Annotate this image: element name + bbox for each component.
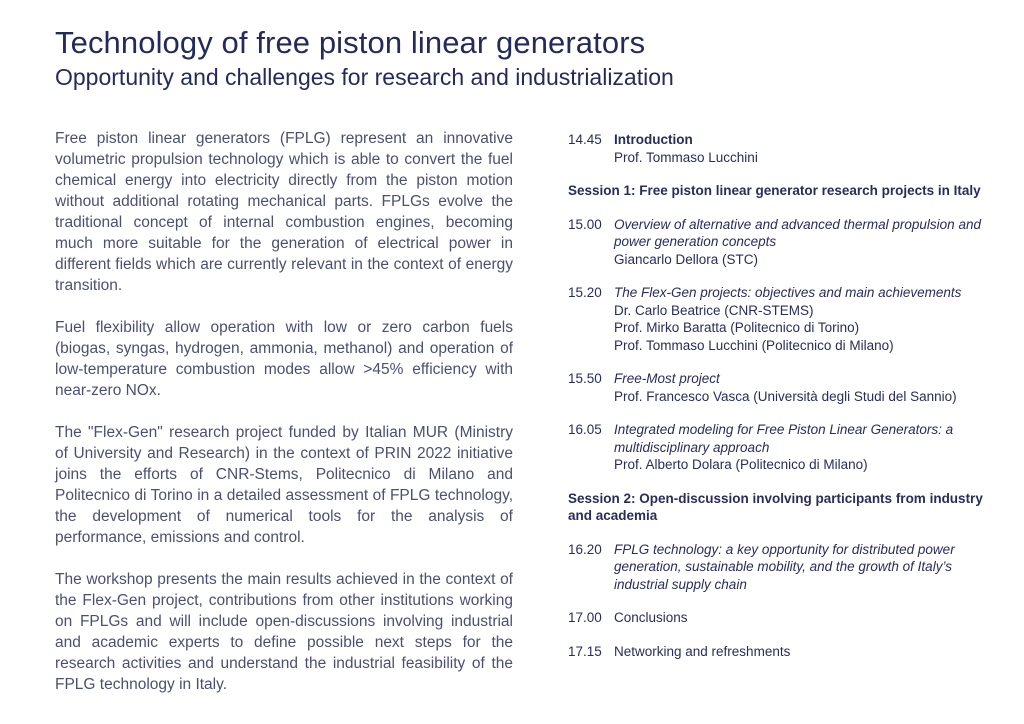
speaker-name: Prof. Alberto Dolara (Politecnico di Milano) (614, 457, 868, 472)
talk-content (614, 421, 996, 474)
speaker-name: Giancarlo Dellora (STC) (614, 251, 759, 267)
agenda-time: 16.05 (568, 422, 602, 437)
session-header: Session 1: Free piston linear generator research projects in Italy (568, 183, 981, 198)
talk-title: Networking and refreshments (614, 643, 791, 659)
talk-content (614, 216, 996, 269)
agenda-item (568, 216, 996, 269)
agenda-item (568, 370, 996, 405)
session-header: Session 2: Open-discussion involving participants from industry and academia (568, 490, 983, 523)
talk-content (614, 643, 996, 661)
content-columns (55, 128, 996, 695)
agenda-item (568, 421, 996, 474)
speaker-name: Prof. Mirko Baratta (Politecnico di Torino) (614, 320, 860, 335)
talk-title: Conclusions (614, 610, 688, 625)
agenda-time: 15.20 (568, 285, 602, 300)
speaker-name: Prof. Tommaso Lucchini (Politecnico di Milano) (614, 337, 894, 353)
talk-content (614, 370, 996, 405)
talk-title: Introduction (614, 132, 693, 147)
talk-title: FPLG technology: a key opportunity for distributed power generation, sustainable mobility, and the growth of Italy’s industrial supply chain (614, 541, 955, 592)
speaker-name: Dr. Carlo Beatrice (CNR-STEMS) (614, 302, 814, 318)
header (55, 24, 984, 92)
agenda-time: 16.20 (568, 541, 602, 557)
talk-content (614, 609, 996, 627)
intro-paragraph: Free piston linear generators (FPLG) represent an innovative volumetric propulsion technology which is able to convert the fuel chemical energy into electricity directly from the piston motion without additional rotating mechanical parts. FPLGs evolve the traditional concept of internal combustion engines, becoming much more suitable for the generation of electrical power in different fields which are currently relevant in the context of energy transition. (55, 130, 513, 294)
intro-paragraph: Fuel flexibility allow operation with low or zero carbon fuels (biogas, syngas, hydrogen, ammonia, methanol) and operation of low-temperature combustion modes allow >45% efficiency with near-zero NOx. (55, 319, 513, 399)
page-subtitle: Opportunity and challenges for research and industrialization (55, 64, 674, 90)
speaker-name: Prof. Francesco Vasca (Università degli Studi del Sannio) (614, 388, 957, 404)
agenda-time: 17.15 (568, 643, 602, 659)
agenda-time: 15.50 (568, 371, 602, 386)
talk-content (614, 131, 996, 166)
agenda-time: 17.00 (568, 610, 602, 625)
agenda-list (568, 128, 996, 695)
talk-title: Overview of alternative and advanced thermal propulsion and power generation concepts (614, 216, 981, 249)
talk-title: The Flex-Gen projects: objectives and main achievements (614, 285, 962, 300)
agenda-item (568, 643, 996, 661)
agenda-time: 15.00 (568, 216, 602, 232)
introduction-text (55, 128, 513, 695)
talk-title: Integrated modeling for Free Piston Linear Generators: a multidisciplinary approach (614, 422, 954, 455)
speaker-name: Prof. Tommaso Lucchini (614, 149, 758, 165)
page-title: Technology of free piston linear generators (55, 25, 646, 60)
agenda-item (568, 284, 996, 354)
agenda-item (568, 609, 996, 627)
intro-paragraph: The workshop presents the main results achieved in the context of the Flex-Gen project, contributions from other institutions working on FPLGs and will include open-discussions involving industrial and academic experts to define possible next steps for the research activities and understand the industrial feasibility of the FPLG technology in Italy. (55, 571, 513, 693)
talk-title: Free-Most project (614, 371, 720, 386)
agenda-time: 14.45 (568, 132, 602, 147)
intro-paragraph: The "Flex-Gen" research project funded by Italian MUR (Ministry of University and Research) in the context of PRIN 2022 initiative joins the efforts of CNR-Stems, Politecnico di Milano and Politecnico di Torino in a detailed assessment of FPLG technology, the development of numerical tools for the analysis of performance, emissions and control. (55, 424, 513, 546)
talk-content (614, 284, 996, 354)
talk-content (614, 541, 996, 594)
agenda-item (568, 541, 996, 594)
agenda-item (568, 131, 996, 166)
